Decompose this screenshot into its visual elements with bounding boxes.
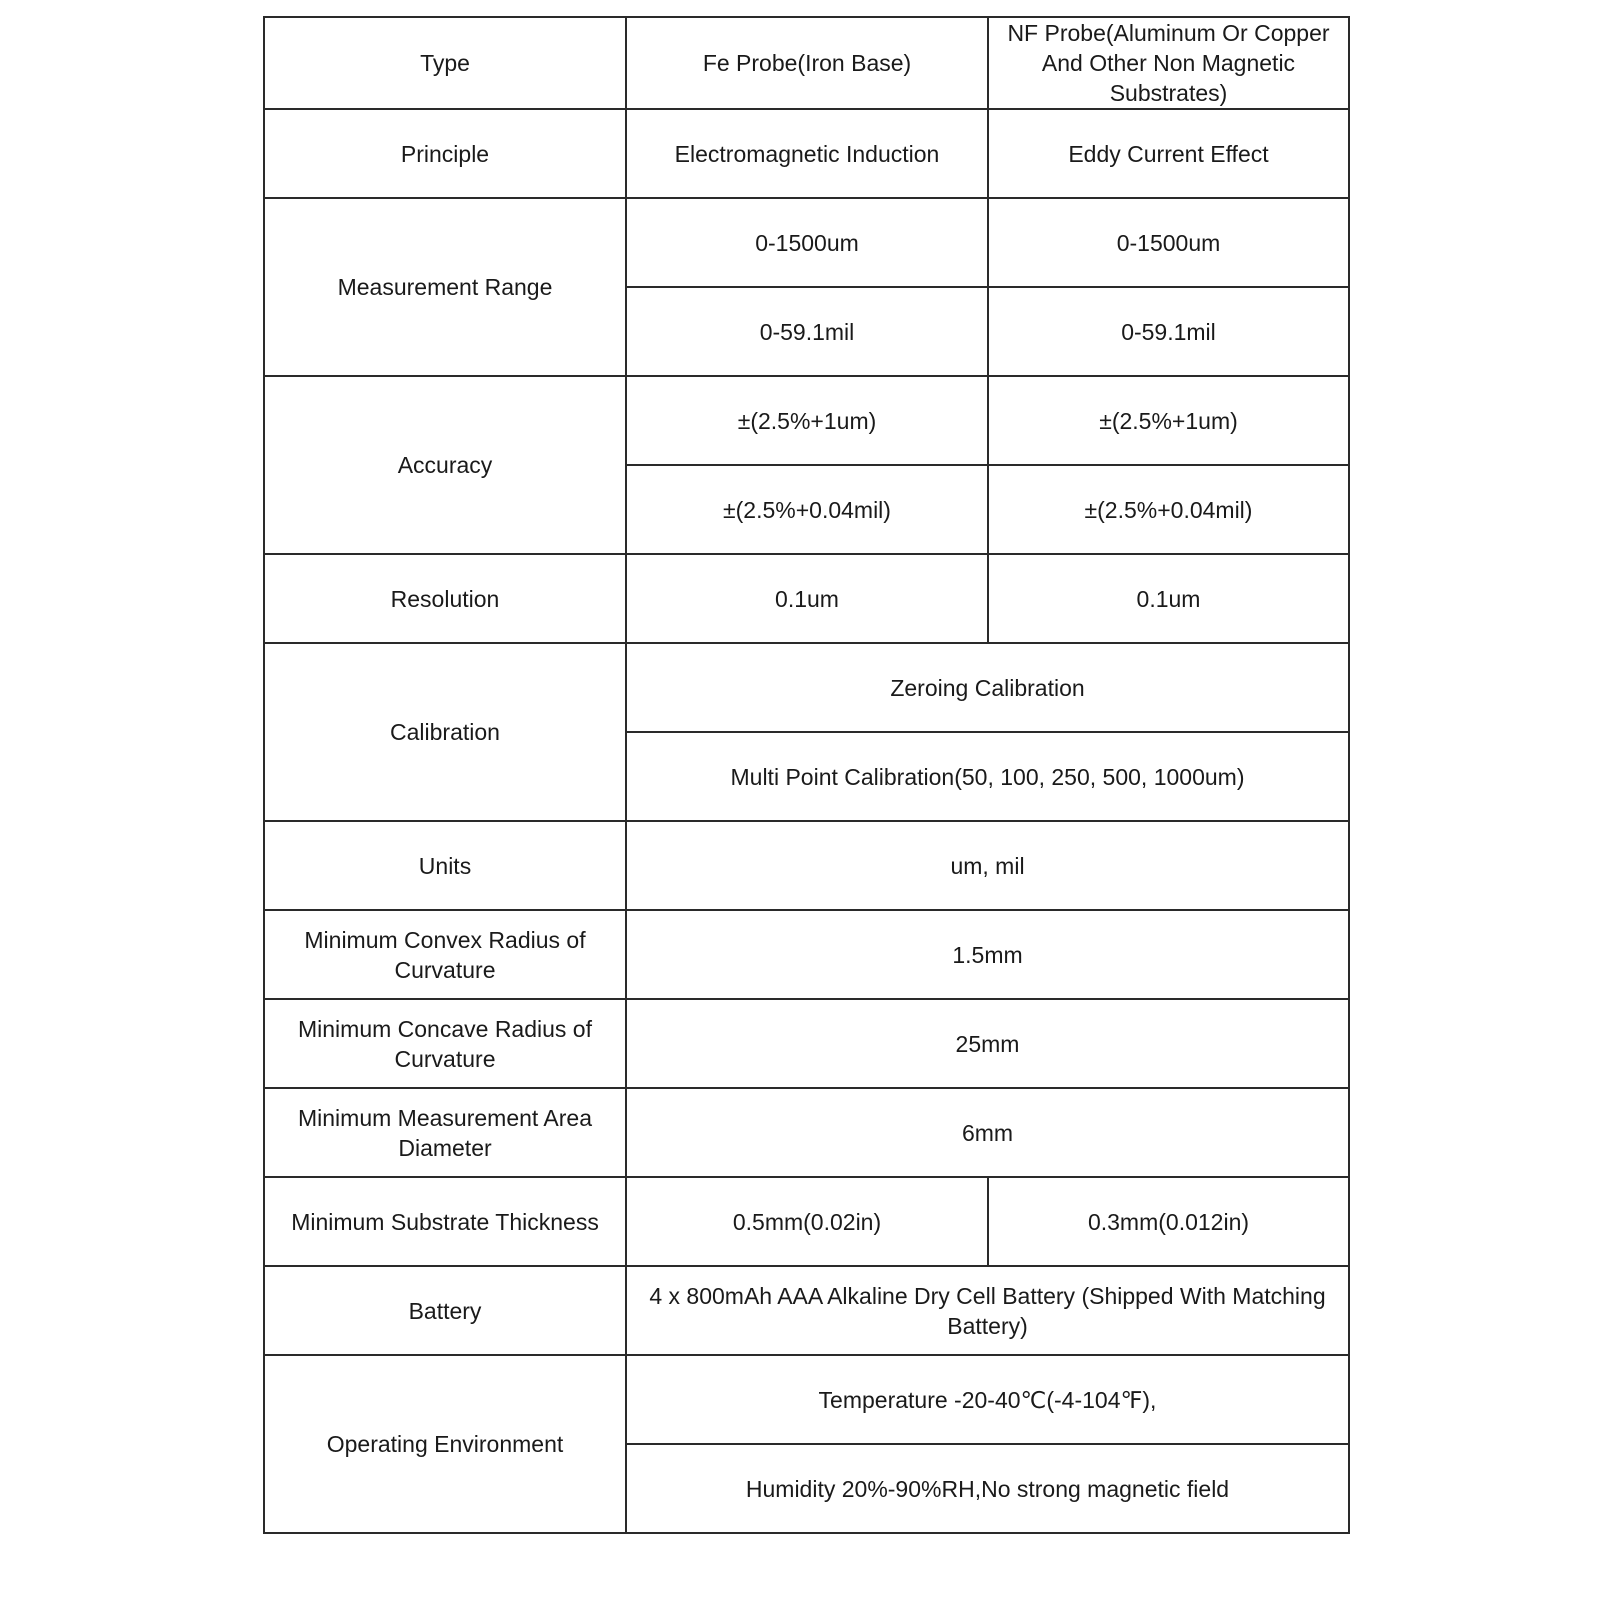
accuracy-nf-mil: ±(2.5%+0.04mil) [988,465,1349,554]
calibration-zeroing: Zeroing Calibration [626,643,1349,732]
units-value: um, mil [626,821,1349,910]
environment-temperature: Temperature -20-40℃(-4-104℉), [626,1355,1349,1444]
table-row-resolution [264,554,1349,643]
table-row-range-um [264,198,1349,287]
calibration-multi-point: Multi Point Calibration(50, 100, 250, 500, 1000um) [626,732,1349,821]
row-label-measurement-range: Measurement Range [264,198,626,376]
substrate-fe: 0.5mm(0.02in) [626,1177,988,1266]
range-fe-um: 0-1500um [626,198,988,287]
spec-table [263,16,1350,1534]
row-label-convex-radius: Minimum Convex Radius of Curvature [264,910,626,999]
row-label-substrate-thickness: Minimum Substrate Thickness [264,1177,626,1266]
substrate-nf: 0.3mm(0.012in) [988,1177,1349,1266]
accuracy-nf-um: ±(2.5%+1um) [988,376,1349,465]
range-nf-um: 0-1500um [988,198,1349,287]
table-row-measurement-area [264,1088,1349,1177]
row-label-units: Units [264,821,626,910]
table-row-calibration-zeroing [264,643,1349,732]
measurement-area-value: 6mm [626,1088,1349,1177]
range-fe-mil: 0-59.1mil [626,287,988,376]
table-row-type [264,17,1349,109]
row-label-concave-radius: Minimum Concave Radius of Curvature [264,999,626,1088]
row-label-operating-environment: Operating Environment [264,1355,626,1533]
row-label-accuracy: Accuracy [264,376,626,554]
row-label-calibration: Calibration [264,643,626,821]
table-row-units [264,821,1349,910]
row-label-resolution: Resolution [264,554,626,643]
table-row-environment-temperature [264,1355,1349,1444]
table-row-convex-radius [264,910,1349,999]
table-row-battery [264,1266,1349,1355]
environment-humidity: Humidity 20%-90%RH,No strong magnetic field [626,1444,1349,1533]
range-nf-mil: 0-59.1mil [988,287,1349,376]
convex-radius-value: 1.5mm [626,910,1349,999]
resolution-nf: 0.1um [988,554,1349,643]
battery-value: 4 x 800mAh AAA Alkaline Dry Cell Battery (Shipped With Matching Battery) [626,1266,1349,1355]
fe-probe-header: Fe Probe(Iron Base) [626,17,988,109]
principle-nf: Eddy Current Effect [988,109,1349,198]
row-label-measurement-area: Minimum Measurement Area Diameter [264,1088,626,1177]
table-row-substrate-thickness [264,1177,1349,1266]
accuracy-fe-um: ±(2.5%+1um) [626,376,988,465]
row-label-type: Type [264,17,626,109]
concave-radius-value: 25mm [626,999,1349,1088]
table-row-accuracy-um [264,376,1349,465]
resolution-fe: 0.1um [626,554,988,643]
accuracy-fe-mil: ±(2.5%+0.04mil) [626,465,988,554]
row-label-principle: Principle [264,109,626,198]
table-row-concave-radius [264,999,1349,1088]
principle-fe: Electromagnetic Induction [626,109,988,198]
row-label-battery: Battery [264,1266,626,1355]
nf-probe-header: NF Probe(Aluminum Or Copper And Other Non Magnetic Substrates) [988,17,1349,109]
table-row-principle [264,109,1349,198]
